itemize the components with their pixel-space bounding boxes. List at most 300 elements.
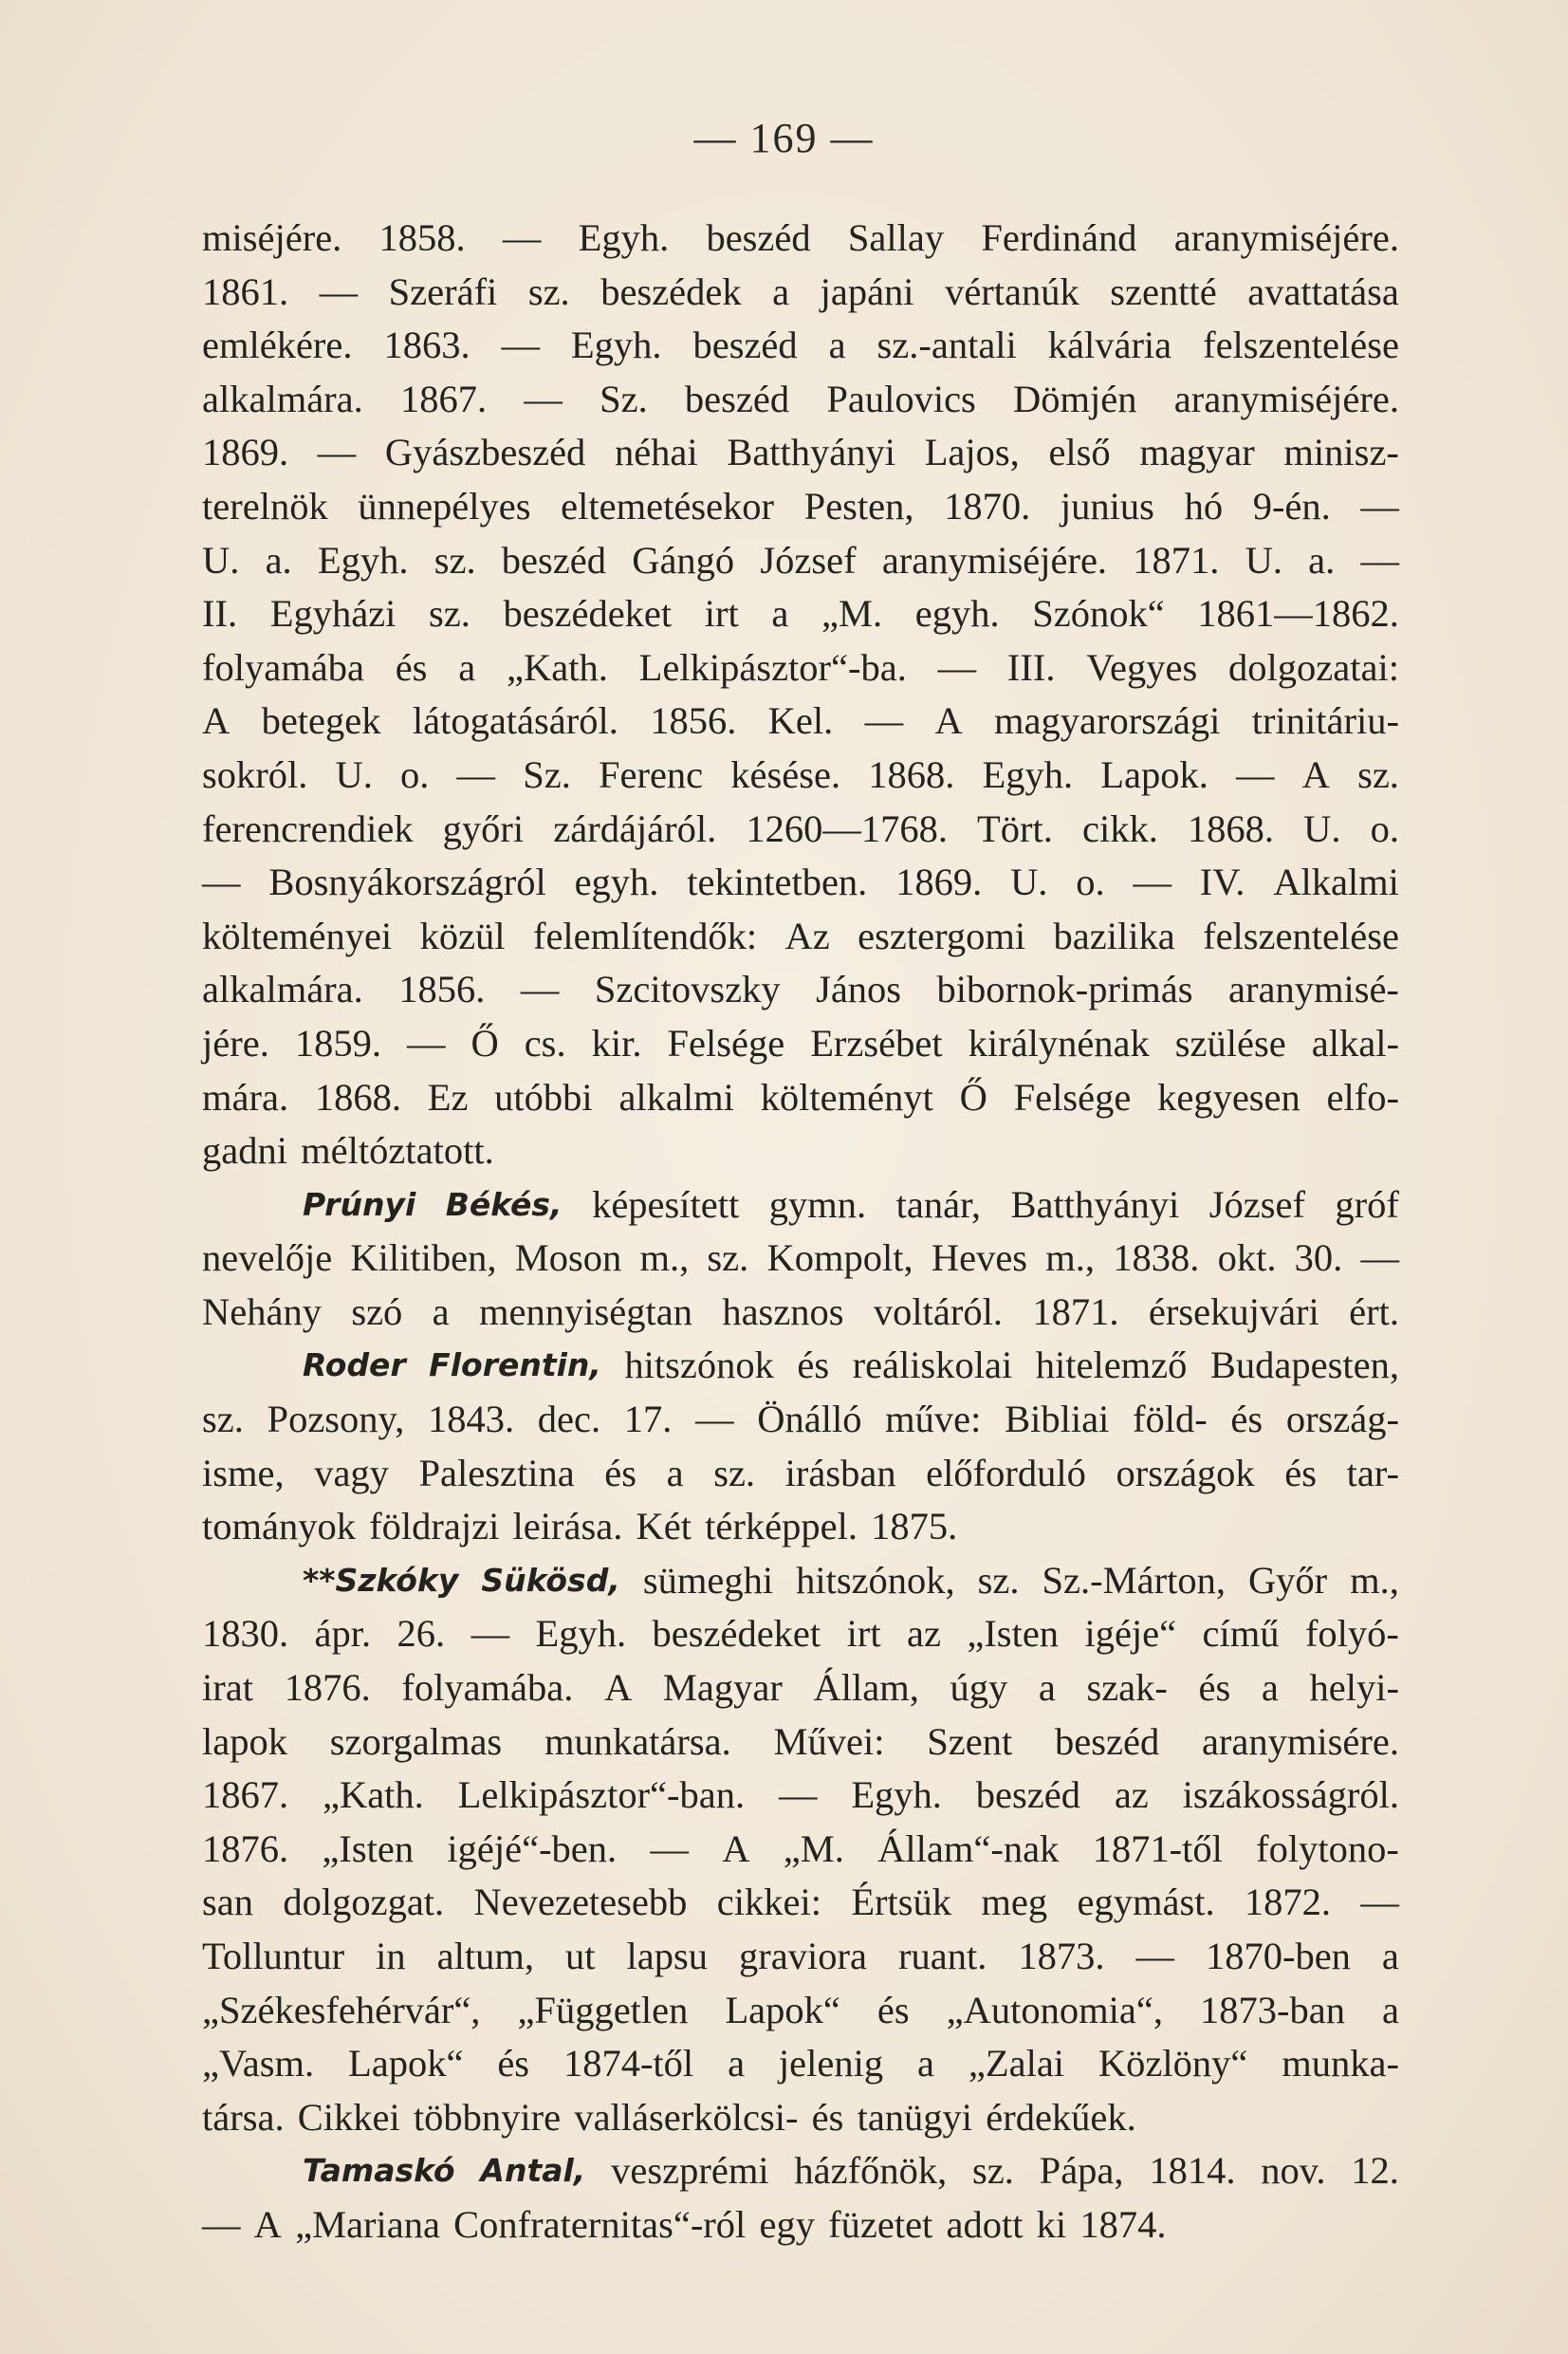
word: és [1284,1451,1317,1494]
word: előforduló [926,1451,1086,1494]
word: elfo- [1326,1075,1399,1119]
word: szentté [1110,269,1217,313]
text-line [202,963,1399,1017]
word: Ő [959,1075,987,1119]
entry-name-word: Tamaskó [303,2152,455,2190]
word: Sz. [523,752,571,796]
text-line [202,1769,1399,1823]
word: 26. [397,1612,446,1656]
word: munka- [1282,2042,1399,2085]
word: mennyiségtan [479,1289,692,1333]
word: országok [1116,1451,1255,1494]
entry-name-word: Florentin, [429,1346,601,1384]
word: 1869. [895,861,983,904]
word: Sz.-Márton, [1042,1558,1226,1602]
word: „M. [783,1826,844,1870]
word: Gyászbeszéd [384,431,586,474]
word: vagy [314,1451,389,1494]
word: alkalmi [618,1075,734,1119]
word: beszéd [975,1773,1080,1817]
word: tományok [202,1505,356,1548]
text-line [202,426,1399,480]
word: Pápa, [1039,2149,1124,2193]
word: okt. [1217,1236,1277,1280]
word: 1859. [294,1021,381,1065]
word: költeményt [760,1075,933,1119]
word: — [937,645,977,689]
word: 1870. [944,484,1031,528]
word: Paulovics [826,377,976,420]
word: 1876. [202,1826,289,1870]
text-line [202,1500,1399,1554]
word: királynénak [968,1021,1150,1065]
word: — [1360,538,1399,582]
word: a [828,324,846,367]
word: Ő [470,1021,499,1065]
word: kir. [591,1021,642,1065]
text-line [202,1876,1399,1930]
word: beszéd [692,324,798,367]
entry-name-word: Békés, [445,1185,563,1223]
word: Batthyányi [1010,1182,1180,1226]
word: cikkei: [716,1881,821,1924]
word: valláserkölcsi- [574,2095,799,2139]
word: Közlöny“ [1098,2042,1248,2085]
text-line [202,480,1399,534]
word: 17. [623,1398,673,1441]
text-line [202,641,1399,695]
word: Egyh. [570,324,662,367]
word: Ez [427,1075,469,1119]
word: — [1360,484,1399,528]
word: U. [1303,806,1341,850]
word: hitelemző [1035,1344,1188,1387]
word: „Mariana [295,2202,440,2246]
word: aranymiséjére. [881,538,1108,582]
word: József [1208,1182,1305,1226]
word: eltemetésekor [561,484,775,528]
word: Magyar [662,1666,783,1710]
word: 1858. [378,216,466,259]
word: folyamába. [401,1666,574,1710]
text-line [202,1823,1399,1877]
word: esztergomi [858,914,1026,957]
text-line [202,1286,1399,1340]
word: utóbbi [494,1075,593,1119]
word: hó [1184,484,1224,528]
word: Bibliai [1005,1398,1110,1441]
word: szó [351,1289,403,1333]
word: Sz. [600,377,648,420]
word: és [797,1344,830,1387]
word: kegyesen [1157,1075,1301,1119]
text-line [202,1232,1399,1286]
word: 1870-ben [1205,1935,1351,1977]
word: hitszónok, [796,1558,955,1602]
word: 1856. [398,968,486,1011]
word: sz. [977,1558,1020,1602]
word: beszéd [501,538,606,582]
word: a [1261,1666,1279,1710]
text-line [202,373,1399,427]
word: — [202,2202,241,2246]
word: a. [265,538,292,582]
word: o. [400,752,430,796]
word: a [666,1451,684,1494]
word: 1868. [868,752,955,796]
word: Kompolt, [766,1236,913,1280]
word: sokról. [202,752,308,796]
word: felszentelése [1203,914,1399,957]
word: és [497,2042,530,2085]
word: 30. [1294,1236,1343,1280]
word: egy [759,2202,815,2246]
word: sz. [429,592,470,636]
word: a [432,1289,450,1333]
word: magyar [1139,431,1255,474]
word: ápr. [314,1612,372,1656]
word: — [1236,752,1275,796]
word: A [202,699,231,743]
word: kálvária [1047,324,1172,367]
word: lapsu [626,1935,709,1977]
word: egymást. [1077,1881,1215,1924]
word: Önálló [757,1398,862,1441]
word: altum, [436,1935,535,1977]
word: igéjé“-ben. [447,1826,618,1870]
word: irásban [784,1451,896,1494]
word: Egyházi [269,592,397,636]
word: 1873. [1018,1935,1105,1977]
word: Nehány [202,1289,322,1333]
word: Dömjén [1013,377,1137,420]
word: gadni [202,1129,287,1173]
text-line [202,587,1399,641]
word: József [760,538,857,582]
word: japáni [820,269,914,313]
word: jelenig [778,2042,884,2085]
word: tanügyi [857,2095,973,2139]
word: Felsége [667,1021,785,1065]
word: a [1381,1935,1399,1977]
word: Cikkei [297,2095,400,2139]
word: o. [1076,861,1105,904]
word: IV. [1199,861,1245,904]
word: Állam“-nak [877,1826,1060,1870]
word: műve: [885,1398,982,1441]
word: „Független [517,1988,689,2031]
word: terelnök [202,484,328,528]
word: miséjére. [202,216,342,259]
word: — [1135,1935,1174,1977]
word: Egyh. [982,752,1074,796]
word: folyamába [202,645,364,689]
word: aranymiséjére. [1173,377,1399,420]
text-column [202,212,1399,2252]
word: felemlítendők: [532,914,758,957]
word: Tolluntur [202,1935,345,1977]
word: Tört. [977,806,1053,850]
word: ferencrendiek [202,806,414,850]
word: „M. [821,592,883,636]
word: beszédek [600,269,742,313]
word: — [1360,1881,1399,1924]
word: 1814. [1149,2149,1236,2193]
word: 1873-ban [1200,1988,1345,2031]
word: Lapok“ [347,2042,464,2085]
word: szorgalmas [329,1719,503,1763]
entry-name-word: Prúnyi [303,1185,416,1223]
word: ut [565,1935,596,1977]
word: 1869. [202,431,289,474]
word: 1871. [1133,538,1220,582]
word: — [1360,1236,1399,1280]
text-line [202,695,1399,749]
word: junius [1060,484,1154,528]
word: 1861—1862. [1197,592,1399,636]
word: III. [1006,645,1056,689]
word: „Isten [322,1826,415,1870]
word: és [395,645,428,689]
word: jére. [202,1021,269,1065]
word: — [456,752,496,796]
word: sz.-antali [876,324,1017,367]
text-line [202,2091,1399,2145]
word: Bosnyákországról [268,861,546,904]
word: folyó- [1304,1612,1399,1656]
word: egyh. [574,861,659,904]
word: Palesztina [418,1451,575,1494]
word: Lapok. [1100,752,1208,796]
text-line [202,1124,1399,1178]
word: A [604,1666,633,1710]
word: dec. [537,1398,601,1441]
word: és [604,1451,637,1494]
word: Szcitovszky [594,968,781,1011]
word: aranymiséjére. [1173,216,1399,259]
text-line [202,1984,1399,2038]
word: a [458,645,476,689]
word: Két [636,1505,692,1548]
word: és [1230,1398,1264,1441]
word: Lajos, [924,431,1020,474]
word: helyi- [1309,1666,1399,1710]
word: o. [1370,806,1399,850]
text-line [202,749,1399,803]
word: alkalmára. [202,377,363,420]
word: 1872. [1244,1881,1332,1924]
word: U. [335,752,373,796]
word: isme, [202,1451,285,1494]
word: — [502,216,542,259]
text-line [202,1554,1399,1608]
word: a [771,592,789,636]
word: veszprémi [611,2149,769,2193]
text-line [202,1715,1399,1770]
word: térképpel. [705,1505,858,1548]
word: a [917,2042,934,2085]
word: — [864,699,904,743]
word: „Isten [967,1612,1060,1656]
word: és [876,1988,910,2031]
word: A [722,1826,750,1870]
word: bazilika [1053,914,1175,957]
word: — [202,861,241,904]
word: ért. [1349,1289,1399,1333]
text-line [202,266,1399,320]
word: munkatársa. [544,1719,731,1763]
word: U. [1010,861,1048,904]
word: úgy [950,1666,1008,1710]
word: — [319,269,359,313]
word: és [811,2095,844,2139]
word: Ferdinánd [981,216,1137,259]
word: ország- [1285,1398,1399,1441]
word: sz. [972,2149,1014,2193]
word: a [1381,1988,1399,2031]
word: a [772,269,790,313]
word: tar- [1346,1451,1399,1494]
word: Egyh. [317,538,409,582]
word: — [317,431,357,474]
word: „Kath. [322,1773,424,1817]
text-line [202,319,1399,373]
entry-name-word: Roder [303,1346,406,1384]
word: Egyh. [578,216,670,259]
word: m., [1045,1236,1096,1280]
text-line [202,1071,1399,1125]
word: A [253,2202,282,2246]
word: 1871. [1032,1289,1119,1333]
word: 1843. [427,1398,515,1441]
text-line [202,2144,1399,2198]
word: Sallay [847,216,945,259]
word: 1876. [284,1666,371,1710]
word: Szónok“ [1032,592,1165,636]
word: graviora [739,1935,867,1977]
word: cs. [524,1021,566,1065]
word: leirása. [512,1505,623,1548]
word: Győr [1247,1558,1328,1602]
word: Vegyes [1086,645,1198,689]
text-line [202,534,1399,588]
word: hasznos [722,1289,844,1333]
word: győri [442,806,525,850]
word: többnyire [413,2095,562,2139]
word: alkalmára. [202,968,363,1011]
word: 9-én. [1252,484,1331,528]
word: reáliskolai [852,1344,1013,1387]
word: Pesten, [803,484,914,528]
word: — [524,377,563,420]
entry-name-word: Sükösd, [481,1561,620,1599]
word: az [906,1612,941,1656]
word: U. [1245,538,1282,582]
word: san [202,1881,253,1924]
word: alkal- [1311,1021,1399,1065]
word: társa. [202,2095,285,2139]
word: 1867. [400,377,488,420]
word: néhai [614,431,698,474]
word: földrajzi [369,1505,500,1548]
word: A [934,699,963,743]
word: füzetet [828,2202,933,2246]
word: Szeráfi [388,269,498,313]
word: Szent [927,1719,1013,1763]
word: képesített [592,1182,740,1226]
word: folytono- [1256,1826,1399,1870]
word: Egyh. [535,1612,627,1656]
word: Budapesten, [1209,1344,1399,1387]
word: Alkalmi [1273,861,1399,904]
word: Kel. [767,699,834,743]
word: beszédeket [652,1612,821,1656]
word: sz. [1357,752,1399,796]
text-line [202,1393,1399,1447]
word: — [501,324,540,367]
word: Értsük [851,1881,952,1924]
word: magyarországi [994,699,1221,743]
text-line [202,212,1399,266]
word: látogatásáról. [412,699,618,743]
word: tanár, [895,1182,982,1226]
word: Gángó [632,538,735,582]
word: in [376,1935,406,1977]
word: 1868. [1187,806,1275,850]
word: zárdájáról. [553,806,717,850]
word: 1875. [871,1505,958,1548]
word: a [728,2042,746,2085]
word: az [1114,1773,1149,1817]
word: Kilitiben, [350,1236,497,1280]
word: a [1038,1666,1056,1710]
word: aranymisére. [1201,1719,1399,1763]
word: Egyh. [851,1773,942,1817]
word: 1867. [202,1773,289,1817]
word: aranymisé- [1228,968,1399,1011]
word: szülése [1174,1021,1286,1065]
text-line [202,1930,1399,1984]
word: dolgozgat. [283,1881,445,1924]
word: dolgozatai: [1228,645,1399,689]
word: adott [946,2202,1024,2246]
word: „Autonomia“, [946,1988,1163,2031]
text-line [202,2198,1399,2252]
word: igéje“ [1084,1612,1177,1656]
page-number: — 169 — [693,115,875,161]
word: föld- [1132,1398,1208,1441]
word: sz. [527,269,570,313]
word: — [650,1826,689,1870]
word: közül [419,914,506,957]
word: Pozsony, [267,1398,405,1441]
word: mára. [202,1075,289,1119]
word: „Székesfehérvár“, [202,1988,481,2031]
word: „Vasm. [202,2042,315,2085]
word: meg [981,1881,1048,1924]
word: irt [846,1612,881,1656]
word: „Kath. [507,645,608,689]
word: Felsége [1013,1075,1132,1119]
word: Lelkipásztor“-ba. [638,645,907,689]
word: sz. [434,538,476,582]
text-line [202,1339,1399,1393]
text-line [202,1447,1399,1501]
text-line [202,856,1399,910]
word: — [1133,861,1171,904]
word: Lapok“ [725,1988,840,2031]
word: tekintetben. [687,861,868,904]
